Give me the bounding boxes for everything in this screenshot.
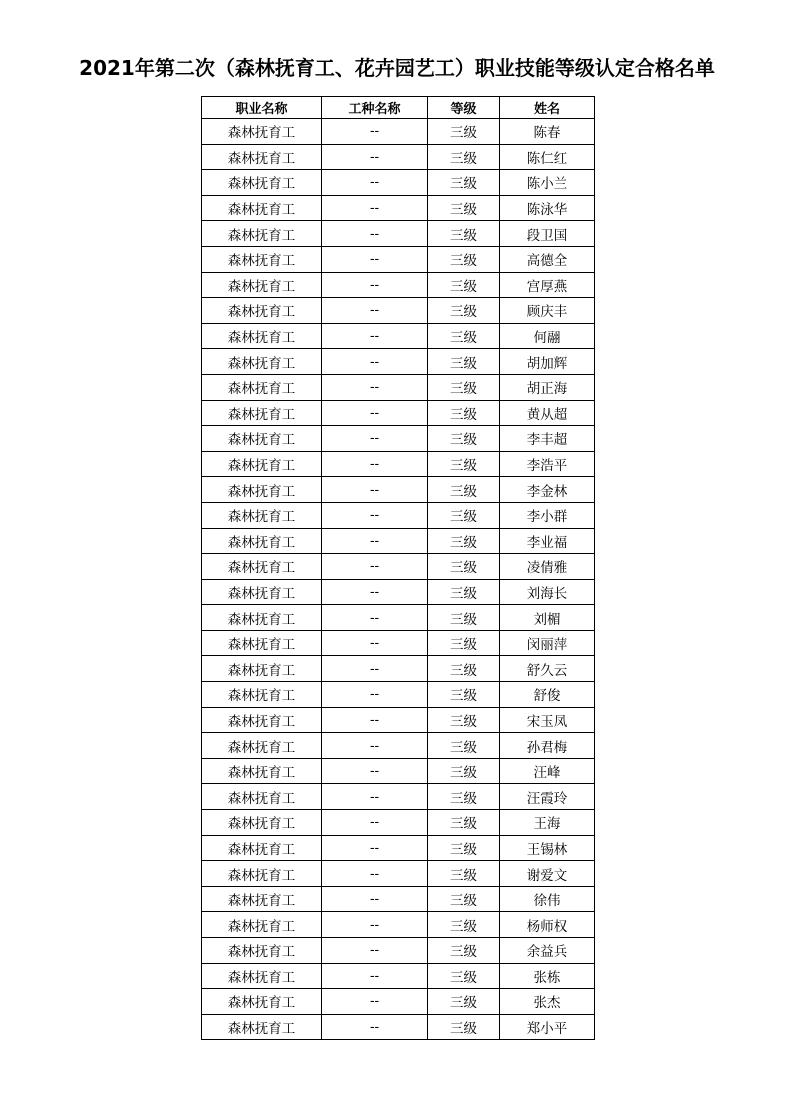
table-row xyxy=(202,554,595,580)
name-cell: 李小群 xyxy=(500,502,595,528)
level-cell: 三级 xyxy=(428,784,500,810)
occupation-cell: 森林抚育工 xyxy=(202,528,322,554)
level-cell: 三级 xyxy=(428,144,500,170)
header-job-type: 工种名称 xyxy=(322,97,428,119)
occupation-cell: 森林抚育工 xyxy=(202,554,322,580)
occupation-cell: 森林抚育工 xyxy=(202,426,322,452)
table-row xyxy=(202,605,595,631)
name-cell: 宋玉凤 xyxy=(500,707,595,733)
table-row xyxy=(202,784,595,810)
table-row xyxy=(202,733,595,759)
occupation-cell: 森林抚育工 xyxy=(202,758,322,784)
level-cell: 三级 xyxy=(428,451,500,477)
page-title: 2021年第二次（森林抚育工、花卉园艺工）职业技能等级认定合格名单 xyxy=(79,56,715,81)
occupation-cell: 森林抚育工 xyxy=(202,989,322,1015)
name-cell: 汪霞玲 xyxy=(500,784,595,810)
occupation-cell: 森林抚育工 xyxy=(202,886,322,912)
level-cell: 三级 xyxy=(428,835,500,861)
occupation-cell: 森林抚育工 xyxy=(202,938,322,964)
table-row xyxy=(202,963,595,989)
job-type-cell: -- xyxy=(322,605,428,631)
name-cell: 李浩平 xyxy=(500,451,595,477)
name-cell: 陈小兰 xyxy=(500,170,595,196)
occupation-cell: 森林抚育工 xyxy=(202,630,322,656)
occupation-cell: 森林抚育工 xyxy=(202,298,322,324)
name-cell: 王海 xyxy=(500,810,595,836)
level-cell: 三级 xyxy=(428,221,500,247)
occupation-cell: 森林抚育工 xyxy=(202,221,322,247)
occupation-cell: 森林抚育工 xyxy=(202,195,322,221)
job-type-cell: -- xyxy=(322,886,428,912)
occupation-cell: 森林抚育工 xyxy=(202,810,322,836)
job-type-cell: -- xyxy=(322,938,428,964)
occupation-cell: 森林抚育工 xyxy=(202,144,322,170)
job-type-cell: -- xyxy=(322,989,428,1015)
table-header xyxy=(202,97,595,119)
table-row xyxy=(202,246,595,272)
level-cell: 三级 xyxy=(428,605,500,631)
table-row xyxy=(202,861,595,887)
name-cell: 徐伟 xyxy=(500,886,595,912)
name-cell: 李业福 xyxy=(500,528,595,554)
name-cell: 孙君梅 xyxy=(500,733,595,759)
name-cell: 舒久云 xyxy=(500,656,595,682)
table-row xyxy=(202,912,595,938)
table-row xyxy=(202,451,595,477)
level-cell: 三级 xyxy=(428,912,500,938)
level-cell: 三级 xyxy=(428,323,500,349)
level-cell: 三级 xyxy=(428,298,500,324)
occupation-cell: 森林抚育工 xyxy=(202,707,322,733)
job-type-cell: -- xyxy=(322,861,428,887)
level-cell: 三级 xyxy=(428,707,500,733)
table-row xyxy=(202,579,595,605)
table-row xyxy=(202,144,595,170)
occupation-cell: 森林抚育工 xyxy=(202,246,322,272)
level-cell: 三级 xyxy=(428,195,500,221)
name-cell: 黄从超 xyxy=(500,400,595,426)
table-row xyxy=(202,886,595,912)
job-type-cell: -- xyxy=(322,810,428,836)
table-row xyxy=(202,758,595,784)
name-cell: 凌倩雅 xyxy=(500,554,595,580)
level-cell: 三级 xyxy=(428,810,500,836)
occupation-cell: 森林抚育工 xyxy=(202,477,322,503)
header-row xyxy=(202,97,595,119)
name-cell: 何翮 xyxy=(500,323,595,349)
table-row xyxy=(202,938,595,964)
name-cell: 刘海长 xyxy=(500,579,595,605)
job-type-cell: -- xyxy=(322,170,428,196)
header-name: 姓名 xyxy=(500,97,595,119)
occupation-cell: 森林抚育工 xyxy=(202,374,322,400)
table-row xyxy=(202,221,595,247)
level-cell: 三级 xyxy=(428,861,500,887)
level-cell: 三级 xyxy=(428,963,500,989)
occupation-cell: 森林抚育工 xyxy=(202,170,322,196)
name-cell: 李丰超 xyxy=(500,426,595,452)
job-type-cell: -- xyxy=(322,784,428,810)
name-cell: 胡正海 xyxy=(500,374,595,400)
job-type-cell: -- xyxy=(322,374,428,400)
job-type-cell: -- xyxy=(322,963,428,989)
name-cell: 陈仁红 xyxy=(500,144,595,170)
name-cell: 宫厚燕 xyxy=(500,272,595,298)
table-body xyxy=(202,119,595,1040)
table-row xyxy=(202,528,595,554)
job-type-cell: -- xyxy=(322,733,428,759)
occupation-cell: 森林抚育工 xyxy=(202,579,322,605)
job-type-cell: -- xyxy=(322,119,428,145)
table-row xyxy=(202,298,595,324)
table-row xyxy=(202,707,595,733)
occupation-cell: 森林抚育工 xyxy=(202,605,322,631)
occupation-cell: 森林抚育工 xyxy=(202,912,322,938)
level-cell: 三级 xyxy=(428,733,500,759)
occupation-cell: 森林抚育工 xyxy=(202,451,322,477)
job-type-cell: -- xyxy=(322,272,428,298)
name-cell: 高德全 xyxy=(500,246,595,272)
level-cell: 三级 xyxy=(428,682,500,708)
level-cell: 三级 xyxy=(428,272,500,298)
occupation-cell: 森林抚育工 xyxy=(202,656,322,682)
table-row xyxy=(202,656,595,682)
table-row xyxy=(202,426,595,452)
job-type-cell: -- xyxy=(322,1014,428,1040)
table-row xyxy=(202,119,595,145)
level-cell: 三级 xyxy=(428,886,500,912)
job-type-cell: -- xyxy=(322,912,428,938)
job-type-cell: -- xyxy=(322,554,428,580)
name-cell: 舒俊 xyxy=(500,682,595,708)
table-row xyxy=(202,195,595,221)
job-type-cell: -- xyxy=(322,323,428,349)
occupation-cell: 森林抚育工 xyxy=(202,272,322,298)
job-type-cell: -- xyxy=(322,298,428,324)
level-cell: 三级 xyxy=(428,1014,500,1040)
job-type-cell: -- xyxy=(322,221,428,247)
level-cell: 三级 xyxy=(428,938,500,964)
occupation-cell: 森林抚育工 xyxy=(202,784,322,810)
level-cell: 三级 xyxy=(428,246,500,272)
table-row xyxy=(202,835,595,861)
name-cell: 杨师权 xyxy=(500,912,595,938)
job-type-cell: -- xyxy=(322,195,428,221)
level-cell: 三级 xyxy=(428,656,500,682)
occupation-cell: 森林抚育工 xyxy=(202,119,322,145)
occupation-cell: 森林抚育工 xyxy=(202,835,322,861)
table-row xyxy=(202,502,595,528)
table-row xyxy=(202,349,595,375)
name-cell: 闵丽萍 xyxy=(500,630,595,656)
level-cell: 三级 xyxy=(428,502,500,528)
name-cell: 陈春 xyxy=(500,119,595,145)
name-cell: 汪峰 xyxy=(500,758,595,784)
name-cell: 李金林 xyxy=(500,477,595,503)
level-cell: 三级 xyxy=(428,989,500,1015)
table-row xyxy=(202,477,595,503)
level-cell: 三级 xyxy=(428,579,500,605)
name-cell: 刘楣 xyxy=(500,605,595,631)
level-cell: 三级 xyxy=(428,528,500,554)
table-row xyxy=(202,989,595,1015)
job-type-cell: -- xyxy=(322,630,428,656)
level-cell: 三级 xyxy=(428,374,500,400)
name-cell: 张栋 xyxy=(500,963,595,989)
level-cell: 三级 xyxy=(428,119,500,145)
name-cell: 王锡林 xyxy=(500,835,595,861)
job-type-cell: -- xyxy=(322,707,428,733)
job-type-cell: -- xyxy=(322,349,428,375)
job-type-cell: -- xyxy=(322,579,428,605)
occupation-cell: 森林抚育工 xyxy=(202,963,322,989)
table-row xyxy=(202,630,595,656)
job-type-cell: -- xyxy=(322,144,428,170)
name-cell: 胡加辉 xyxy=(500,349,595,375)
name-cell: 余益兵 xyxy=(500,938,595,964)
job-type-cell: -- xyxy=(322,246,428,272)
name-cell: 张杰 xyxy=(500,989,595,1015)
job-type-cell: -- xyxy=(322,758,428,784)
occupation-cell: 森林抚育工 xyxy=(202,349,322,375)
job-type-cell: -- xyxy=(322,400,428,426)
occupation-cell: 森林抚育工 xyxy=(202,1014,322,1040)
job-type-cell: -- xyxy=(322,835,428,861)
header-occupation: 职业名称 xyxy=(202,97,322,119)
occupation-cell: 森林抚育工 xyxy=(202,733,322,759)
job-type-cell: -- xyxy=(322,656,428,682)
job-type-cell: -- xyxy=(322,528,428,554)
level-cell: 三级 xyxy=(428,170,500,196)
name-cell: 顾庆丰 xyxy=(500,298,595,324)
job-type-cell: -- xyxy=(322,477,428,503)
table-row xyxy=(202,400,595,426)
name-cell: 谢爱文 xyxy=(500,861,595,887)
table-row xyxy=(202,272,595,298)
level-cell: 三级 xyxy=(428,758,500,784)
level-cell: 三级 xyxy=(428,554,500,580)
level-cell: 三级 xyxy=(428,630,500,656)
occupation-cell: 森林抚育工 xyxy=(202,682,322,708)
occupation-cell: 森林抚育工 xyxy=(202,861,322,887)
qualified-list-table xyxy=(201,96,595,1040)
name-cell: 段卫国 xyxy=(500,221,595,247)
name-cell: 陈泳华 xyxy=(500,195,595,221)
level-cell: 三级 xyxy=(428,400,500,426)
name-cell: 郑小平 xyxy=(500,1014,595,1040)
table-row xyxy=(202,323,595,349)
level-cell: 三级 xyxy=(428,477,500,503)
job-type-cell: -- xyxy=(322,682,428,708)
occupation-cell: 森林抚育工 xyxy=(202,502,322,528)
table-row xyxy=(202,170,595,196)
table-row xyxy=(202,682,595,708)
job-type-cell: -- xyxy=(322,451,428,477)
header-level: 等级 xyxy=(428,97,500,119)
job-type-cell: -- xyxy=(322,426,428,452)
table-row xyxy=(202,1014,595,1040)
occupation-cell: 森林抚育工 xyxy=(202,400,322,426)
level-cell: 三级 xyxy=(428,426,500,452)
occupation-cell: 森林抚育工 xyxy=(202,323,322,349)
level-cell: 三级 xyxy=(428,349,500,375)
job-type-cell: -- xyxy=(322,502,428,528)
table-row xyxy=(202,810,595,836)
table-row xyxy=(202,374,595,400)
